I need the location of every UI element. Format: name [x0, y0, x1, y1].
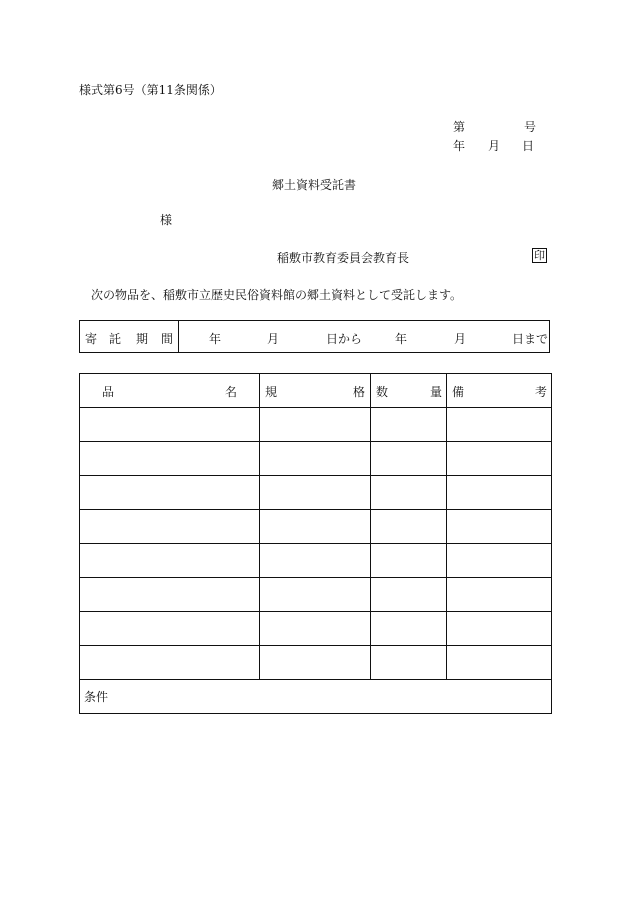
- item-name-cell[interactable]: [80, 442, 260, 476]
- item-name-cell[interactable]: [80, 612, 260, 646]
- table-row: [80, 408, 552, 442]
- header-char: 格: [353, 385, 366, 399]
- item-name-cell[interactable]: [80, 578, 260, 612]
- remarks-cell[interactable]: [447, 442, 552, 476]
- quantity-cell[interactable]: [371, 544, 447, 578]
- remarks-cell[interactable]: [447, 578, 552, 612]
- header-char: 考: [535, 385, 548, 399]
- header-remarks: [447, 374, 552, 408]
- addressee-suffix: 様: [160, 213, 173, 227]
- spec-cell[interactable]: [260, 408, 371, 442]
- remarks-cell[interactable]: [447, 408, 552, 442]
- issuer-name: 稲敷市教育委員会教育長: [277, 251, 410, 265]
- quantity-cell[interactable]: [371, 442, 447, 476]
- spec-cell[interactable]: [260, 544, 371, 578]
- period-from-year: 年: [209, 332, 222, 346]
- remarks-cell[interactable]: [447, 476, 552, 510]
- items-table: [79, 373, 552, 714]
- period-to-year: 年: [395, 332, 408, 346]
- item-name-cell[interactable]: [80, 544, 260, 578]
- remarks-cell[interactable]: [447, 510, 552, 544]
- remarks-cell[interactable]: [447, 544, 552, 578]
- header-char: 規: [265, 385, 278, 399]
- spec-cell[interactable]: [260, 612, 371, 646]
- table-row: [80, 578, 552, 612]
- spec-cell[interactable]: [260, 442, 371, 476]
- header-quantity: [371, 374, 447, 408]
- document-title: 郷土資料受託書: [272, 178, 357, 192]
- date-month: 月: [488, 139, 501, 153]
- deposit-period-box: [79, 320, 550, 353]
- item-name-cell[interactable]: [80, 408, 260, 442]
- header-char: 数: [376, 385, 389, 399]
- quantity-cell[interactable]: [371, 646, 447, 680]
- date-year: 年: [453, 139, 466, 153]
- table-row: [80, 476, 552, 510]
- period-from-day: 日から: [326, 332, 363, 346]
- table-row: [80, 510, 552, 544]
- remarks-cell[interactable]: [447, 612, 552, 646]
- quantity-cell[interactable]: [371, 510, 447, 544]
- table-row: [80, 646, 552, 680]
- doc-number-suffix: 号: [524, 120, 537, 134]
- header-item-name: [80, 374, 260, 408]
- date-day: 日: [522, 139, 535, 153]
- period-label-char: 期: [136, 332, 149, 346]
- conditions-row: [80, 680, 552, 714]
- header-spec: [260, 374, 371, 408]
- conditions-label: 条件: [84, 690, 109, 704]
- period-label-char: 寄: [85, 332, 98, 346]
- header-char: 名: [225, 385, 238, 399]
- deposit-period-label: [80, 321, 179, 352]
- table-row: [80, 442, 552, 476]
- period-to-month: 月: [454, 332, 467, 346]
- body-text: 次の物品を、稲敷市立歴史民俗資料館の郷土資料として受託します。: [91, 288, 463, 302]
- item-name-cell[interactable]: [80, 476, 260, 510]
- period-label-char: 託: [109, 332, 122, 346]
- period-to-day: 日まで: [512, 332, 549, 346]
- form-number: 様式第6号（第11条関係）: [79, 83, 222, 97]
- spec-cell[interactable]: [260, 578, 371, 612]
- table-row: [80, 544, 552, 578]
- remarks-cell[interactable]: [447, 646, 552, 680]
- spec-cell[interactable]: [260, 476, 371, 510]
- seal-mark: 印: [534, 249, 545, 262]
- period-from-month: 月: [267, 332, 280, 346]
- conditions-cell[interactable]: [80, 680, 552, 714]
- header-char: 量: [430, 385, 443, 399]
- item-name-cell[interactable]: [80, 646, 260, 680]
- header-char: 品: [102, 385, 115, 399]
- spec-cell[interactable]: [260, 510, 371, 544]
- period-label-char: 間: [161, 332, 174, 346]
- quantity-cell[interactable]: [371, 476, 447, 510]
- quantity-cell[interactable]: [371, 408, 447, 442]
- quantity-cell[interactable]: [371, 578, 447, 612]
- quantity-cell[interactable]: [371, 612, 447, 646]
- item-name-cell[interactable]: [80, 510, 260, 544]
- table-header-row: [80, 374, 552, 408]
- spec-cell[interactable]: [260, 646, 371, 680]
- doc-number-prefix: 第: [453, 120, 466, 134]
- table-row: [80, 612, 552, 646]
- header-char: 備: [452, 385, 465, 399]
